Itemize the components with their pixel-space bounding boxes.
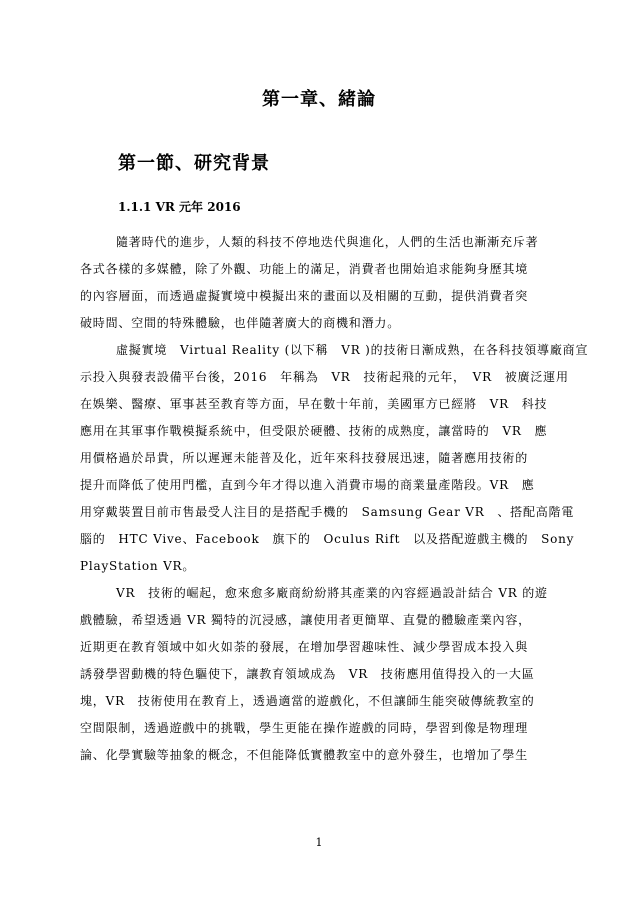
text-line: 空間限制，透過遊戲中的挑戰，學生更能在操作遊戲的同時，學習到像是物理理 — [80, 721, 529, 735]
text-line: 誘發學習動機的特色驅使下，讓教育領域成為 VR 技術應用值得投入的一大區 — [80, 667, 535, 681]
text-line: 應用在其軍事作戰模擬系統中，但受限於硬體、技術的成熟度，讓當時的 VR 應 — [80, 424, 548, 438]
section-title: 第一節、研究背景 — [118, 153, 270, 174]
text-line: 在娛樂、醫療、軍事甚至教育等方面，早在數十年前，美國軍方已經將 VR 科技 — [80, 397, 548, 411]
paragraph — [80, 337, 589, 580]
text-line: 各式各樣的多媒體，除了外觀、功能上的滿足，消費者也開始追求能夠身歷其境 — [80, 262, 529, 276]
page-number: 1 — [315, 836, 323, 849]
text-line: 塊，VR 技術使用在教育上，透過適當的遊戲化，不但讓師生能突破傳統教室的 — [80, 694, 535, 708]
text-line: 戲體驗，希望透過 VR 獨特的沉浸感，讓使用者更簡單、直覺的體驗產業內容， — [80, 613, 531, 627]
text-line: VR 技術的崛起，愈來愈多廠商紛紛將其產業的內容經過設計結合 VR 的遊 — [116, 586, 548, 600]
text-line: 虛擬實境 Virtual Reality (以下稱 VR )的技術日漸成熟，在各科技領導廠商宣 — [116, 343, 589, 357]
paragraph — [80, 229, 557, 337]
text-line: 用價格過於昂貴，所以遲遲未能普及化，近年來科技發展迅速，隨著應用技術的 — [80, 451, 529, 465]
text-line: 隨著時代的進步，人類的科技不停地迭代與進化，人們的生活也漸漸充斥著 — [116, 235, 539, 249]
text-line: 近期更在教育領域中如火如荼的發展，在增加學習趣味性、減少學習成本投入與 — [80, 640, 529, 654]
paragraph — [80, 580, 557, 769]
text-line: PlayStation VR。 — [80, 559, 196, 573]
text-line: 用穿戴裝置目前市售最受人注目的是搭配手機的 Samsung Gear VR 、搭配高階電 — [80, 505, 575, 519]
text-line: 破時間、空間的特殊體驗，也伴隨著廣大的商機和潛力。 — [80, 316, 401, 330]
text-line: 示投入與發表設備平台後，2016 年稱為 VR 技術起飛的元年， VR 被廣泛運用 — [80, 370, 569, 384]
text-line: 論、化學實驗等抽象的概念，不但能降低實體教室中的意外發生，也增加了學生 — [80, 748, 529, 762]
text-line: 腦的 HTC Vive、Facebook 旗下的 Oculus Rift 以及搭配遊戲主機的 Sony — [80, 532, 575, 546]
body-text — [80, 229, 589, 769]
text-line: 的內容層面，而透過虛擬實境中模擬出來的畫面以及相關的互動，提供消費者突 — [80, 289, 529, 303]
subsection-title: 1.1.1 VR 元年 2016 — [118, 200, 241, 214]
text-line: 提升而降低了使用門檻，直到今年才得以進入消費市場的商業量產階段。VR 應 — [80, 478, 535, 492]
chapter-title: 第一章、緒論 — [262, 89, 376, 110]
